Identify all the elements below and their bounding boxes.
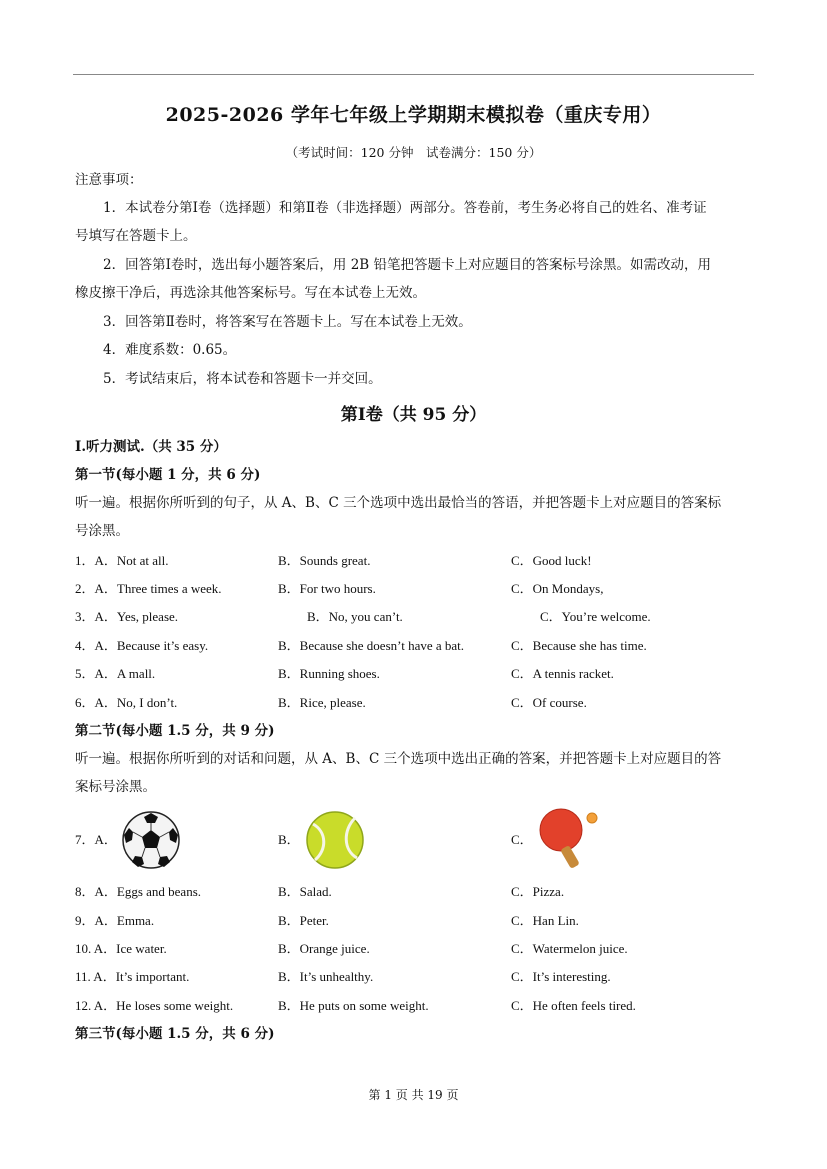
notice-item-5: 5．考试结束后，将本试卷和答题卡一并交回。 — [103, 371, 382, 387]
q4-option-b: B．Because she doesn’t have a bat. — [278, 638, 465, 653]
q5-option-a: 5．A．A mall. — [75, 666, 156, 681]
q10-option-a: 10. A．Ice water. — [75, 941, 167, 956]
section-2-instruction-cont: 案标号涂黑。 — [75, 779, 156, 795]
q1-option-a: 1．A．Not at all. — [75, 553, 169, 568]
notice-item-1: 1．本试卷分第Ⅰ卷（选择题）和第Ⅱ卷（非选择题）两部分。答卷前，考生务必将自己的姓名、准考证 — [103, 200, 707, 216]
exam-subtitle: （考试时间：120 分钟 试卷满分：150 分） — [285, 145, 542, 160]
section-1-instruction-cont: 号涂黑。 — [75, 523, 129, 539]
q11-option-a: 11. A．It’s important. — [75, 969, 190, 984]
tennis-ball-icon — [305, 810, 365, 870]
section-1-instruction: 听一遍。根据你所听到的句子，从 A、B、C 三个选项中选出最恰当的答语，并把答题卡上对应题目的答案标 — [75, 495, 722, 511]
section-2-title: 第二节(每小题 1.5 分，共 9 分) — [75, 723, 275, 739]
q2-option-b: B．For two hours. — [278, 581, 376, 596]
q5-option-c: C．A tennis racket. — [511, 666, 614, 681]
q12-option-c: C．He often feels tired. — [511, 998, 636, 1013]
q8-option-a: 8．A．Eggs and beans. — [75, 884, 202, 899]
q1-option-c: C．Good luck! — [511, 553, 592, 568]
page-footer: 第 1 页 共 19 页 — [368, 1088, 459, 1102]
q7-option-a: 7．A． — [75, 832, 117, 847]
section-2-instruction: 听一遍。根据你所听到的对话和问题，从 A、B、C 三个选项中选出正确的答案，并把答题卡上对应题目的答 — [75, 751, 722, 767]
q10-option-b: B．Orange juice. — [278, 941, 370, 956]
q6-option-c: C．Of course. — [511, 695, 587, 710]
ping-pong-paddle-icon — [537, 806, 601, 872]
q8-option-b: B．Salad. — [278, 884, 332, 899]
notice-heading: 注意事项： — [75, 172, 143, 188]
q4-option-c: C．Because she has time. — [511, 638, 647, 653]
q8-option-c: C．Pizza. — [511, 884, 565, 899]
q11-option-c: C．It’s interesting. — [511, 969, 611, 984]
q12-option-a: 12. A．He loses some weight. — [75, 998, 234, 1013]
q7-option-b: B． — [278, 832, 300, 847]
q12-option-b: B．He puts on some weight. — [278, 998, 429, 1013]
section-1-title: 第一节(每小题 1 分，共 6 分) — [75, 467, 261, 483]
q9-option-b: B．Peter. — [278, 913, 329, 928]
q7-option-c: C． — [511, 832, 533, 847]
q3-option-c: C．You’re welcome. — [540, 609, 651, 624]
q3-option-a: 3．A．Yes, please. — [75, 609, 179, 624]
soccer-ball-icon — [121, 810, 181, 870]
section-3-title: 第三节(每小题 1.5 分，共 6 分) — [75, 1026, 275, 1042]
listening-heading: Ⅰ.听力测试.（共 35 分） — [75, 439, 227, 455]
q5-option-b: B．Running shoes. — [278, 666, 380, 681]
notice-item-4: 4．难度系数：0.65。 — [103, 342, 237, 358]
q9-option-c: C．Han Lin. — [511, 913, 579, 928]
notice-item-2: 2．回答第Ⅰ卷时，选出每小题答案后，用 2B 铅笔把答题卡上对应题目的答案标号涂黑。如需改动，用 — [103, 257, 712, 273]
part-1-title: 第Ⅰ卷（共 95 分） — [340, 405, 487, 425]
notice-item-1-cont: 号填写在答题卡上。 — [75, 228, 197, 244]
exam-title: 2025-2026 学年七年级上学期期末模拟卷（重庆专用） — [165, 104, 662, 126]
top-divider — [73, 74, 754, 75]
q10-option-c: C．Watermelon juice. — [511, 941, 628, 956]
q1-option-b: B．Sounds great. — [278, 553, 371, 568]
q4-option-a: 4．A．Because it’s easy. — [75, 638, 209, 653]
q9-option-a: 9．A．Emma. — [75, 913, 155, 928]
q3-option-b: B．No, you can’t. — [307, 609, 403, 624]
q11-option-b: B．It’s unhealthy. — [278, 969, 374, 984]
notice-item-2-cont: 橡皮擦干净后，再选涂其他答案标号。写在本试卷上无效。 — [75, 285, 426, 301]
q6-option-b: B．Rice, please. — [278, 695, 366, 710]
notice-item-3: 3．回答第Ⅱ卷时，将答案写在答题卡上。写在本试卷上无效。 — [103, 314, 472, 330]
q2-option-c: C．On Mondays, — [511, 581, 604, 596]
q6-option-a: 6．A．No, I don’t. — [75, 695, 178, 710]
q2-option-a: 2．A．Three times a week. — [75, 581, 222, 596]
